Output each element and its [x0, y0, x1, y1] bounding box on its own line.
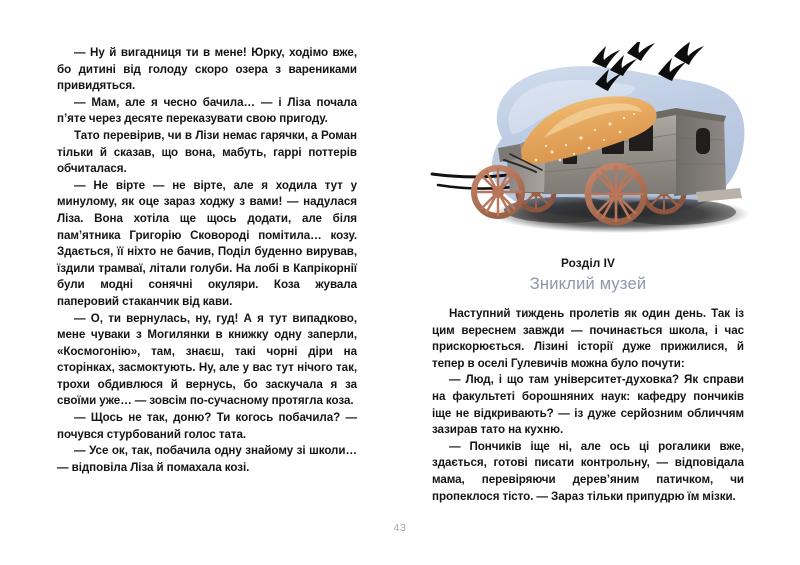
paragraph: Наступний тиждень пролетів як один день. Так із цим вереснем завжди — починається школа, і час прискорюється. Лізині історії дуже прижилися, й тепер в оселі Гулевичів можна було почути:	[432, 307, 744, 370]
paragraph: — Не вірте — не вірте, але я ходила тут у минулому, як оце зараз ходжу з вами! — надулася Ліза. Вона хотіла ще щось додати, але біля пам’ятника Григорію Сковороді помітила… козу. Здається, її ніхто не бачив, Поділ буденно вирував, їздили трамваї, літали голуби. На лобі в Капрікорнії були модні сонячні окуляри. Коза жувала паперовий стаканчик від кави.	[57, 178, 357, 308]
paragraph: — Мам, але я чесно бачила… — і Ліза почала п’яте через десяте переказувати свою пригоду.	[57, 95, 357, 126]
paragraph: — Ну й вигадниця ти в мене! Юрку, ходімо вже, бо дитині від голоду скоро озера з варениками привидяться.	[57, 46, 357, 93]
paragraph: — Усе ок, так, побачила одну знайому зі школи… — відповіла Ліза й помахала козі.	[57, 444, 357, 474]
paragraph: Тато перевірив, чи в Лізи немає гарячки, а Роман тільки й сказав, що вона, мабуть, гаррі поттерів обчиталася.	[57, 128, 357, 176]
paragraph: — Пончиків іще ні, але ось ці рогалики вже, здається, готові писати контрольну, — відповідала мама, перевіряючи дерев’яним патичком, чи пропеклося тісто. — Зараз тільки припудрю їм мізки.	[432, 439, 744, 503]
vintage-wagon-illustration	[424, 42, 754, 254]
wagon-wheel-rear-near	[474, 168, 522, 216]
paragraph: — Люд, і що там університет-духовка? Як справи на факультеті борошняних наук: кафедру пончиків іще не відкривають? — із дуже серйозним обличчям зазирав тато на кухню.	[432, 373, 744, 437]
right-text-column	[432, 306, 744, 505]
paragraph: — Щось не так, доню? Ти когось побачила? — почувся стурбований голос тата.	[57, 411, 357, 441]
chapter-title: Зниклий музей	[529, 275, 647, 293]
chapter-number: Розділ IV	[560, 256, 616, 270]
bird-icon	[674, 42, 704, 65]
paragraph: — О, ти вернулась, ну, гуд! А я тут випадково, мене чуваки з Могилянки в книжку одну заперли, «Космогонію», там, знаєш, такі чорні діри на сторінках, засмоктують. Ну, але у вас тут нічого так, трохи обдивлюся й вернусь, бо заскучала я за своїми уже… — зовсім по-сучасному протягла коза.	[57, 311, 357, 408]
wagon-wheel-front-near	[588, 166, 644, 222]
chapter-heading	[432, 256, 744, 294]
page-number: 43	[393, 522, 407, 534]
bird-icon	[627, 42, 655, 61]
left-text-column	[57, 45, 357, 476]
